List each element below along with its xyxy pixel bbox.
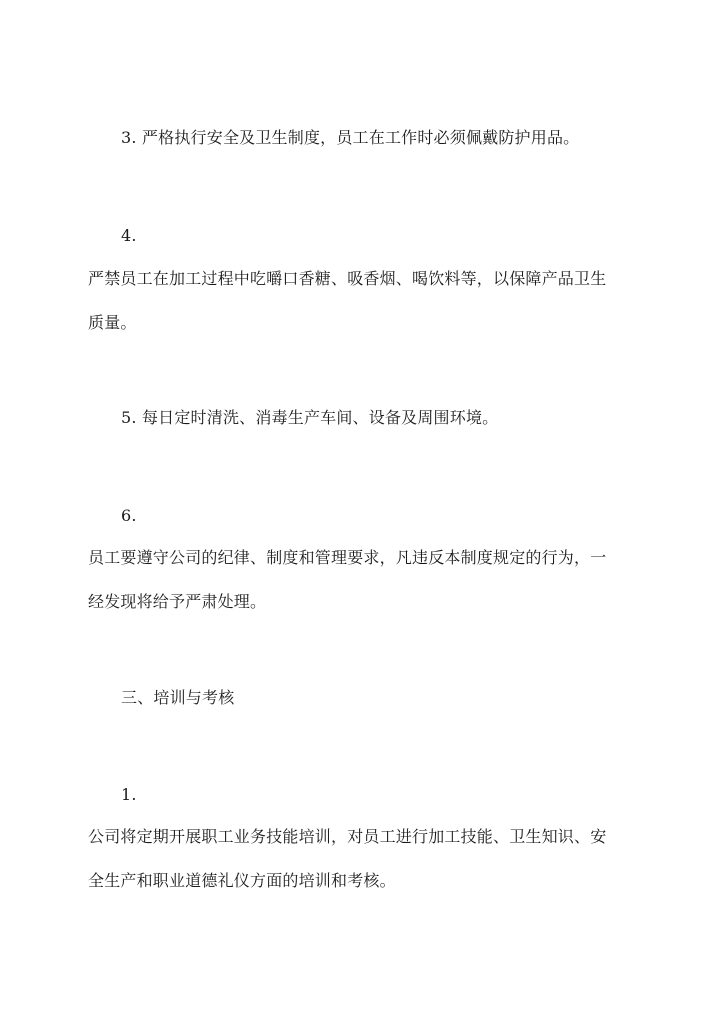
- training-item-1-text-line-1: 公司将定期开展职工业务技能培训，对员工进行加工技能、卫生知识、安: [88, 827, 607, 846]
- item-3-text: 3. 严格执行安全及卫生制度，员工在工作时必须佩戴防护用品。: [121, 128, 580, 147]
- section-3-heading: 三、培训与考核: [121, 688, 235, 707]
- item-4-text-line-1: 严禁员工在加工过程中吃嚼口香糖、吸香烟、喝饮料等，以保障产品卫生: [88, 269, 607, 288]
- training-item-1-text-line-2: 全生产和职业道德礼仪方面的培训和考核。: [88, 871, 396, 890]
- item-6-number: 6.: [121, 506, 137, 525]
- item-4-number: 4.: [121, 226, 137, 245]
- item-6-text-line-2: 经发现将给予严肃处理。: [88, 592, 267, 611]
- training-item-1-number: 1.: [121, 785, 137, 804]
- item-4-text-line-2: 质量。: [88, 313, 137, 332]
- item-6-text-line-1: 员工要遵守公司的纪律、制度和管理要求，凡违反本制度规定的行为，一: [88, 548, 607, 567]
- item-5-text: 5. 每日定时清洗、消毒生产车间、设备及周围环境。: [121, 408, 499, 427]
